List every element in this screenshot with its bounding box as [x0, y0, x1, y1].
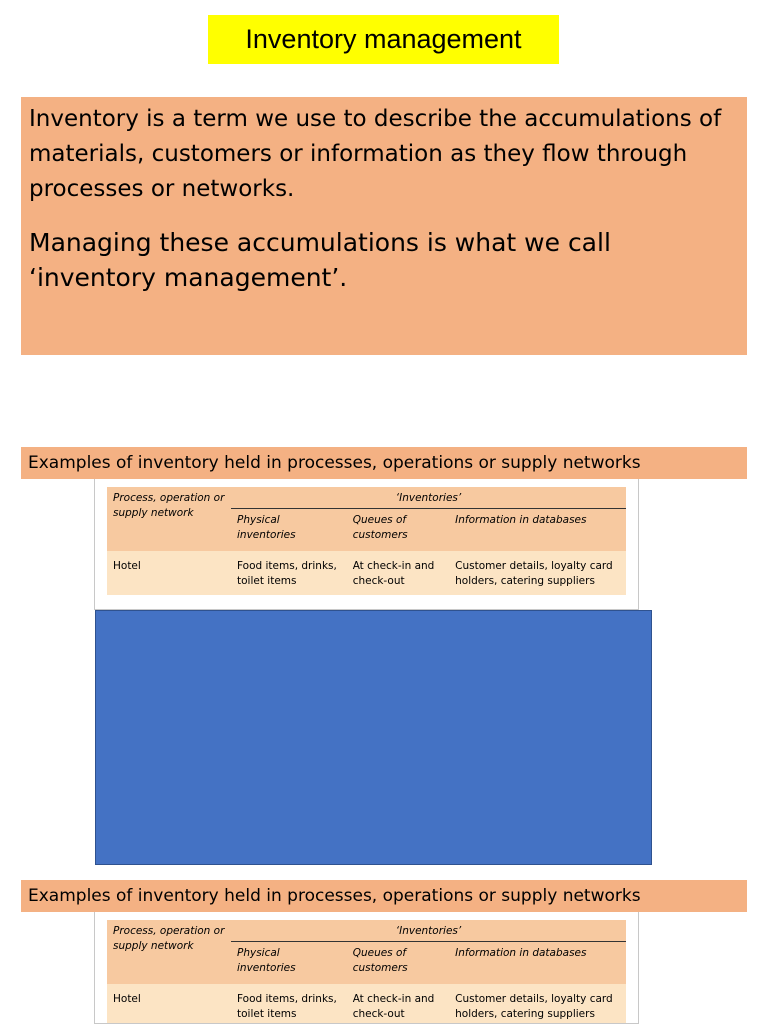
header-process: Process, operation or supply network — [107, 920, 231, 984]
row-physical: Food items, drinks, toilet items — [231, 551, 347, 595]
row-information: Customer details, loyalty card holders, catering suppliers — [449, 984, 626, 1024]
table-row — [107, 984, 626, 1024]
table-header-row — [107, 487, 626, 509]
header-physical: Physical inventories — [231, 942, 347, 985]
inventory-table-image — [94, 479, 639, 610]
header-queues: Queues of customers — [347, 509, 449, 552]
header-inventories: ‘Inventories’ — [231, 920, 626, 942]
row-queues: At check-in and check-out — [347, 984, 449, 1024]
inventory-table-2 — [107, 920, 626, 1024]
header-process: Process, operation or supply network — [107, 487, 231, 551]
slide-title: Inventory management — [208, 15, 559, 64]
definition-box — [21, 97, 747, 355]
inventory-table — [107, 487, 626, 595]
definition-paragraph-2: Managing these accumulations is what we call ‘inventory management’. — [29, 228, 611, 292]
header-inventories: ‘Inventories’ — [231, 487, 626, 509]
row-process: Hotel — [107, 984, 231, 1024]
header-information: Information in databases — [449, 942, 626, 985]
blue-overlay-rectangle — [95, 610, 652, 865]
header-information: Information in databases — [449, 509, 626, 552]
table-header-row — [107, 920, 626, 942]
row-process: Hotel — [107, 551, 231, 595]
header-physical: Physical inventories — [231, 509, 347, 552]
table-caption-2: Examples of inventory held in processes, operations or supply networks — [21, 880, 747, 912]
table-caption: Examples of inventory held in processes, operations or supply networks — [21, 447, 747, 479]
row-information: Customer details, loyalty card holders, catering suppliers — [449, 551, 626, 595]
definition-paragraph: Inventory is a term we use to describe the accumulations of materials, customers or information as they flow through processes or networks. — [29, 106, 722, 202]
inventory-table-image-2 — [94, 912, 639, 1024]
table-row — [107, 551, 626, 595]
row-physical: Food items, drinks, toilet items — [231, 984, 347, 1024]
row-queues: At check-in and check-out — [347, 551, 449, 595]
header-queues: Queues of customers — [347, 942, 449, 985]
